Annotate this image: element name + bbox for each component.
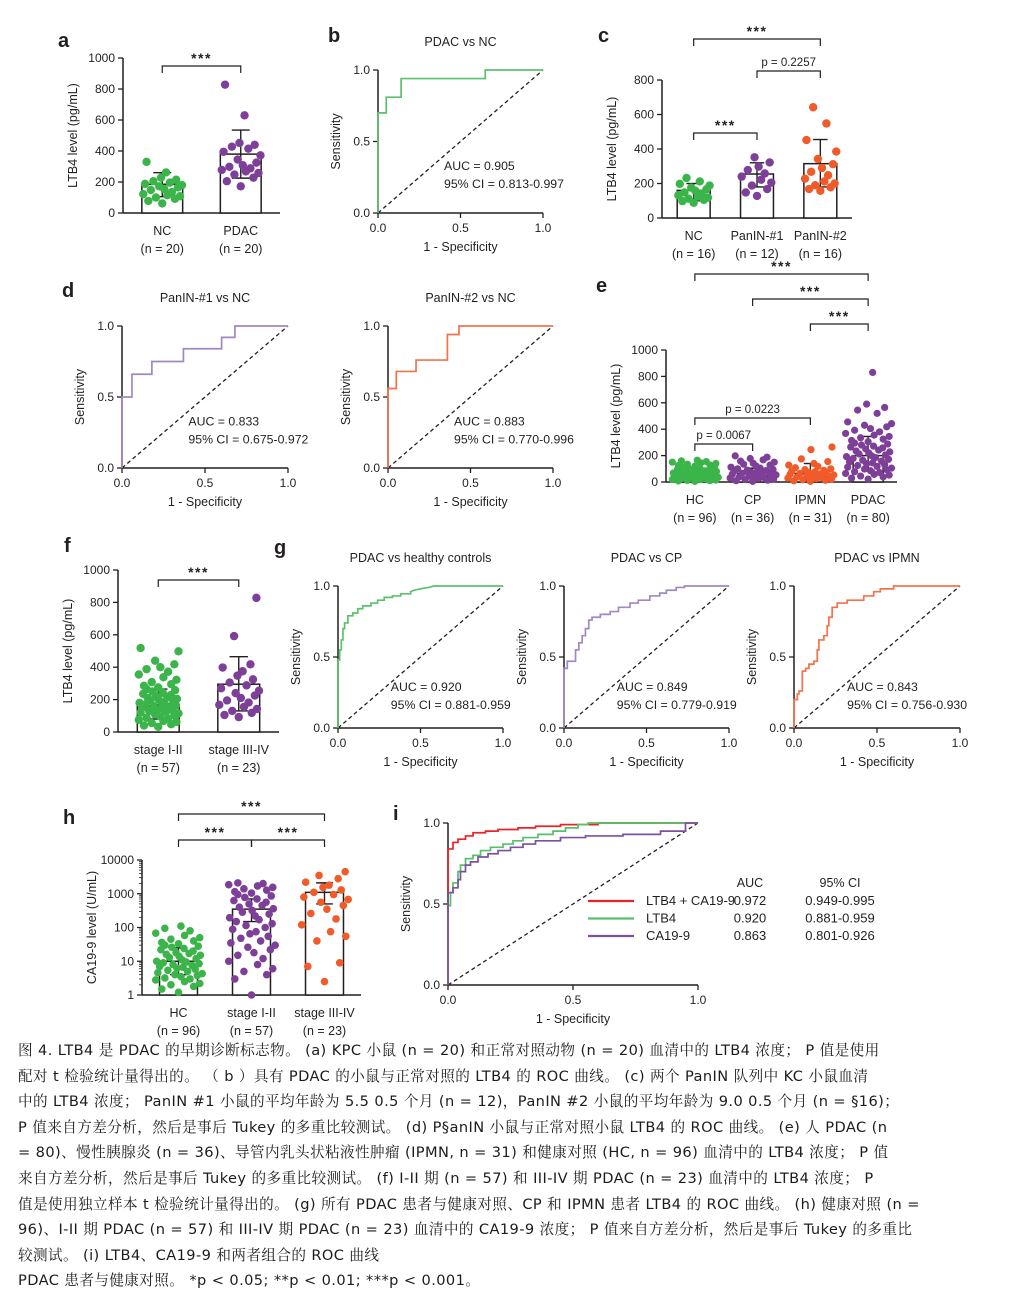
svg-text:PDAC vs CP: PDAC vs CP — [610, 551, 683, 565]
svg-text:LTB4 level (pg/mL): LTB4 level (pg/mL) — [66, 83, 80, 188]
svg-text:(n = 80): (n = 80) — [846, 511, 890, 525]
svg-text:LTB4 level (pg/mL): LTB4 level (pg/mL) — [61, 598, 75, 704]
figure-caption — [18, 1038, 1010, 1294]
svg-text:0.0: 0.0 — [113, 476, 131, 490]
svg-text:***: *** — [828, 308, 850, 324]
svg-text:0.0: 0.0 — [769, 721, 786, 735]
svg-text:0.949-0.995: 0.949-0.995 — [805, 893, 875, 908]
svg-text:95% CI = 0.813-0.997: 95% CI = 0.813-0.997 — [444, 177, 564, 192]
svg-text:Sensitivity: Sensitivity — [289, 628, 303, 686]
svg-text:***: *** — [191, 50, 212, 66]
svg-text:Sensitivity: Sensitivity — [329, 113, 343, 170]
svg-text:0.5: 0.5 — [353, 134, 370, 149]
svg-text:1 - Specificity: 1 - Specificity — [535, 1012, 611, 1026]
svg-text:1 - Specificity: 1 - Specificity — [423, 240, 498, 254]
svg-text:p = 0.2257: p = 0.2257 — [761, 57, 817, 69]
svg-text:***: *** — [188, 564, 209, 580]
svg-text:(n = 96): (n = 96) — [156, 1024, 201, 1038]
svg-text:100: 100 — [113, 920, 134, 935]
svg-text:0.5: 0.5 — [363, 390, 380, 404]
svg-text:0.863: 0.863 — [733, 928, 767, 943]
svg-text:0.881-0.959: 0.881-0.959 — [805, 910, 875, 926]
svg-text:0.5: 0.5 — [313, 650, 330, 664]
svg-text:NC: NC — [153, 224, 172, 238]
svg-text:95% CI = 0.770-0.996: 95% CI = 0.770-0.996 — [454, 432, 574, 447]
svg-text:400: 400 — [637, 422, 658, 437]
panel-label-a: a — [58, 30, 70, 52]
svg-text:***: *** — [771, 258, 792, 274]
svg-text:p = 0.0067: p = 0.0067 — [696, 430, 752, 442]
svg-text:CA19-9 level (U/mL): CA19-9 level (U/mL) — [85, 870, 99, 985]
svg-text:95% CI = 0.675-0.972: 95% CI = 0.675-0.972 — [188, 432, 309, 447]
panel-label-f: f — [64, 535, 71, 557]
svg-text:400: 400 — [94, 144, 115, 158]
panel-label-b: b — [328, 25, 341, 47]
svg-text:0.0: 0.0 — [363, 461, 380, 475]
svg-text:95% CI = 0.881-0.959: 95% CI = 0.881-0.959 — [390, 698, 511, 713]
svg-text:1000: 1000 — [107, 886, 134, 901]
svg-text:***: *** — [204, 824, 226, 840]
svg-text:1.0: 1.0 — [720, 736, 738, 750]
svg-text:***: *** — [277, 824, 299, 840]
panel-d-roc-panin2-vs-nc — [328, 282, 583, 530]
panel-label-h: h — [63, 807, 76, 829]
caption-line: 中的 LTB4 浓度； PanIN #1 小鼠的平均年龄为 5.5 0.5 个月 (n = 12)，PanIN #2 小鼠的平均年龄为 9.0 0.5 个月 (n = §16)； — [18, 1093, 900, 1111]
svg-text:***: *** — [241, 798, 262, 814]
svg-text:200: 200 — [89, 692, 110, 707]
svg-text:AUC = 0.843: AUC = 0.843 — [847, 680, 918, 695]
svg-text:1 - Specificity: 1 - Specificity — [433, 495, 508, 509]
svg-text:95% CI: 95% CI — [819, 876, 861, 890]
svg-text:600: 600 — [633, 107, 654, 122]
svg-text:PDAC vs NC: PDAC vs NC — [424, 35, 497, 49]
svg-text:Sensitivity: Sensitivity — [399, 875, 413, 933]
svg-text:1.0: 1.0 — [544, 476, 562, 490]
svg-text:LTB4 + CA19-9: LTB4 + CA19-9 — [646, 893, 736, 908]
caption-line: 图 4. LTB4 是 PDAC 的早期诊断标志物。 (a) KPC 小鼠 (n = 20) 和正常对照动物 (n = 20) 血清中的 LTB4 浓度； P 值是使用 — [18, 1042, 880, 1059]
svg-text:PanIN-#1 vs NC: PanIN-#1 vs NC — [159, 291, 251, 305]
panel-g-roc-pdac-vs-healthy — [282, 548, 517, 788]
svg-text:(n = 23): (n = 23) — [217, 761, 261, 775]
svg-text:(n = 23): (n = 23) — [302, 1024, 347, 1038]
svg-text:1.0: 1.0 — [313, 579, 330, 593]
svg-text:(n = 96): (n = 96) — [673, 511, 717, 525]
svg-text:stage III-IV: stage III-IV — [294, 1006, 355, 1020]
svg-text:(n = 16): (n = 16) — [798, 247, 843, 261]
svg-text:0.0: 0.0 — [313, 721, 330, 735]
svg-text:200: 200 — [637, 448, 658, 463]
svg-text:p = 0.0223: p = 0.0223 — [725, 404, 780, 416]
panel-g-roc-pdac-vs-ipmn — [742, 548, 992, 788]
panel-h-dotplot-ca199-log — [58, 798, 383, 1057]
svg-text:CA19-9: CA19-9 — [646, 928, 691, 943]
svg-text:1000: 1000 — [83, 563, 110, 577]
svg-text:0.5: 0.5 — [196, 476, 214, 490]
svg-text:LTB4: LTB4 — [646, 910, 677, 926]
caption-line: = 80)、慢性胰腺炎 (n = 36)、导管内乳头状粘液性肿瘤 (IPMN, n = 31) 和健康对照 (HC, n = 96) 血清中的 LTB4 浓度； P 值 — [18, 1144, 889, 1162]
svg-text:0: 0 — [647, 211, 654, 225]
svg-text:LTB4 level (pg/mL): LTB4 level (pg/mL) — [609, 363, 623, 469]
svg-text:PDAC vs IPMN: PDAC vs IPMN — [834, 551, 920, 565]
svg-text:200: 200 — [94, 175, 115, 189]
svg-text:AUC: AUC — [736, 876, 764, 890]
svg-text:0.5: 0.5 — [564, 993, 582, 1007]
svg-text:1.0: 1.0 — [423, 816, 440, 830]
svg-text:***: *** — [746, 23, 768, 39]
svg-text:0.0: 0.0 — [379, 476, 397, 490]
svg-text:1 - Specificity: 1 - Specificity — [383, 755, 458, 769]
svg-text:0.5: 0.5 — [412, 736, 429, 750]
svg-text:0.801-0.926: 0.801-0.926 — [805, 928, 875, 943]
svg-text:0.5: 0.5 — [769, 650, 786, 664]
panel-f-dotplot-ltb4-stages — [52, 540, 307, 798]
svg-text:0.972: 0.972 — [733, 893, 767, 908]
svg-text:PDAC vs healthy controls: PDAC vs healthy controls — [349, 551, 492, 565]
panel-label-g: g — [274, 537, 287, 559]
svg-text:(n = 20): (n = 20) — [140, 242, 184, 256]
panel-d-roc-panin1-vs-nc — [58, 282, 318, 530]
svg-text:0.0: 0.0 — [329, 736, 347, 750]
svg-text:PDAC: PDAC — [850, 493, 886, 507]
panel-i-roc-combined-legend — [388, 795, 1008, 1060]
svg-text:(n = 57): (n = 57) — [136, 761, 180, 775]
svg-text:AUC = 0.883: AUC = 0.883 — [454, 414, 525, 429]
svg-text:CP: CP — [743, 493, 762, 507]
svg-text:1: 1 — [127, 988, 134, 1002]
svg-text:1.0: 1.0 — [363, 319, 380, 333]
svg-text:800: 800 — [633, 73, 654, 87]
svg-text:(n = 36): (n = 36) — [730, 511, 775, 525]
caption-line: PDAC 患者与健康对照。 *p < 0.05; **p < 0.01; ***p < 0.001。 — [18, 1272, 481, 1290]
svg-text:1.0: 1.0 — [769, 579, 786, 593]
svg-text:1.0: 1.0 — [494, 736, 512, 750]
svg-text:(n = 57): (n = 57) — [229, 1024, 274, 1038]
svg-text:Sensitivity: Sensitivity — [745, 628, 759, 686]
svg-text:0.5: 0.5 — [423, 897, 440, 911]
panel-label-e: e — [596, 275, 608, 297]
svg-text:stage I-II: stage I-II — [227, 1006, 276, 1020]
panel-a-dotplot-ltb4-nc-pdac — [55, 30, 305, 275]
svg-text:0.0: 0.0 — [785, 736, 803, 750]
caption-line: 来自方差分析，然后是事后 Tukey 的多重比较测试。 (f) I-II 期 (n = 57) 和 III-IV 期 PDAC (n = 23) 血清中的 LTB4 浓度； P — [18, 1169, 874, 1187]
svg-text:PanIN-#2: PanIN-#2 — [793, 229, 847, 243]
svg-text:600: 600 — [637, 395, 658, 410]
svg-text:0.920: 0.920 — [733, 910, 767, 926]
svg-text:1.0: 1.0 — [353, 63, 370, 77]
svg-text:1 - Specificity: 1 - Specificity — [609, 755, 684, 769]
svg-text:stage III-IV: stage III-IV — [208, 743, 269, 757]
svg-text:600: 600 — [94, 113, 115, 127]
svg-text:AUC = 0.905: AUC = 0.905 — [444, 159, 515, 174]
svg-text:1.0: 1.0 — [689, 993, 707, 1007]
svg-text:10000: 10000 — [100, 853, 134, 867]
panel-c-dotplot-ltb4-panin — [582, 25, 887, 283]
svg-text:IPMN: IPMN — [794, 493, 826, 507]
svg-text:400: 400 — [633, 142, 654, 156]
svg-text:HC: HC — [685, 493, 704, 507]
svg-text:1000: 1000 — [88, 51, 115, 65]
svg-text:AUC = 0.833: AUC = 0.833 — [188, 414, 260, 429]
svg-text:NC: NC — [684, 229, 703, 243]
svg-text:600: 600 — [89, 627, 110, 642]
svg-text:1.0: 1.0 — [951, 736, 969, 750]
svg-text:95% CI = 0.756-0.930: 95% CI = 0.756-0.930 — [847, 698, 968, 713]
svg-text:1.0: 1.0 — [279, 476, 297, 490]
svg-text:0.5: 0.5 — [638, 736, 655, 750]
svg-text:0.0: 0.0 — [97, 461, 114, 475]
svg-text:0: 0 — [651, 475, 658, 489]
svg-text:(n = 12): (n = 12) — [735, 247, 779, 261]
panel-label-c: c — [598, 25, 610, 47]
svg-text:200: 200 — [633, 176, 654, 191]
panel-e-dotplot-ltb4-human-cohorts — [588, 258, 913, 542]
svg-text:0.0: 0.0 — [353, 206, 370, 220]
svg-text:(n = 31): (n = 31) — [788, 511, 833, 525]
svg-text:1 - Specificity: 1 - Specificity — [167, 495, 243, 509]
svg-text:0.5: 0.5 — [97, 390, 114, 404]
svg-text:AUC = 0.920: AUC = 0.920 — [390, 680, 462, 695]
caption-line: P 值来自方差分析，然后是事后 Tukey 的多重比较测试。 (d) P§anIN 小鼠与正常对照小鼠 LTB4 的 ROC 曲线。 (e) 人 PDAC (n — [18, 1118, 888, 1136]
svg-text:1.0: 1.0 — [97, 319, 114, 333]
svg-text:800: 800 — [94, 82, 115, 96]
svg-text:10: 10 — [120, 954, 134, 969]
svg-text:HC: HC — [169, 1006, 188, 1020]
svg-text:0.0: 0.0 — [555, 736, 573, 750]
svg-text:0: 0 — [108, 206, 115, 220]
panel-g-roc-pdac-vs-cp — [512, 548, 747, 788]
svg-text:1.0: 1.0 — [534, 221, 552, 235]
svg-text:1 - Specificity: 1 - Specificity — [839, 755, 915, 769]
svg-text:Sensitivity: Sensitivity — [73, 368, 87, 426]
svg-text:(n = 16): (n = 16) — [671, 247, 716, 261]
svg-text:400: 400 — [89, 660, 110, 675]
panel-b-roc-pdac-vs-nc — [318, 28, 573, 273]
svg-text:PDAC: PDAC — [223, 224, 259, 238]
svg-text:1.0: 1.0 — [539, 579, 556, 593]
svg-text:0.0: 0.0 — [423, 978, 440, 992]
svg-text:0.5: 0.5 — [539, 650, 556, 664]
svg-text:LTB4 level (pg/mL): LTB4 level (pg/mL) — [605, 96, 619, 202]
svg-text:0.5: 0.5 — [452, 221, 469, 235]
svg-text:0: 0 — [103, 725, 110, 739]
svg-text:PanIN-#2 vs NC: PanIN-#2 vs NC — [425, 291, 516, 305]
caption-line: 配对 t 检验统计量得出的。 （ b ）具有 PDAC 的小鼠与正常对照的 LTB4 的 ROC 曲线。 (c) 两个 PanIN 队列中 KC 小鼠血清 — [18, 1067, 869, 1085]
svg-text:0.5: 0.5 — [462, 476, 479, 490]
svg-text:Sensitivity: Sensitivity — [339, 368, 353, 426]
svg-text:***: *** — [799, 283, 821, 299]
svg-text:0.0: 0.0 — [539, 721, 556, 735]
svg-text:1000: 1000 — [631, 343, 658, 357]
svg-text:800: 800 — [637, 369, 658, 384]
svg-text:Sensitivity: Sensitivity — [515, 628, 529, 686]
svg-text:800: 800 — [89, 595, 110, 610]
svg-text:PanIN-#1: PanIN-#1 — [730, 229, 784, 243]
svg-text:***: *** — [714, 117, 736, 133]
caption-line: 值是使用独立样本 t 检验统计量得出的。 (g) 所有 PDAC 患者与健康对照、CP 和 IPMN 患者 LTB4 的 ROC 曲线。 (h) 健康对照 (n = — [18, 1195, 920, 1213]
svg-text:0.0: 0.0 — [439, 993, 457, 1007]
svg-text:AUC = 0.849: AUC = 0.849 — [616, 680, 688, 695]
panel-label-d: d — [62, 280, 75, 302]
svg-text:95% CI = 0.779-0.919: 95% CI = 0.779-0.919 — [616, 698, 737, 713]
svg-text:0.0: 0.0 — [369, 221, 387, 235]
svg-text:0.5: 0.5 — [868, 736, 886, 750]
svg-text:stage I-II: stage I-II — [133, 743, 183, 757]
caption-line: 96)、I-II 期 PDAC (n = 57) 和 III-IV 期 PDAC (n = 23) 血清中的 CA19-9 浓度； P 值来自方差分析，然后是事后 Tukey 的多重比 — [18, 1221, 913, 1239]
panel-label-i: i — [393, 803, 399, 825]
svg-text:(n = 20): (n = 20) — [219, 242, 263, 256]
caption-line: 较测试。 (i) LTB4、CA19-9 和两者组合的 ROC 曲线 — [18, 1246, 380, 1264]
